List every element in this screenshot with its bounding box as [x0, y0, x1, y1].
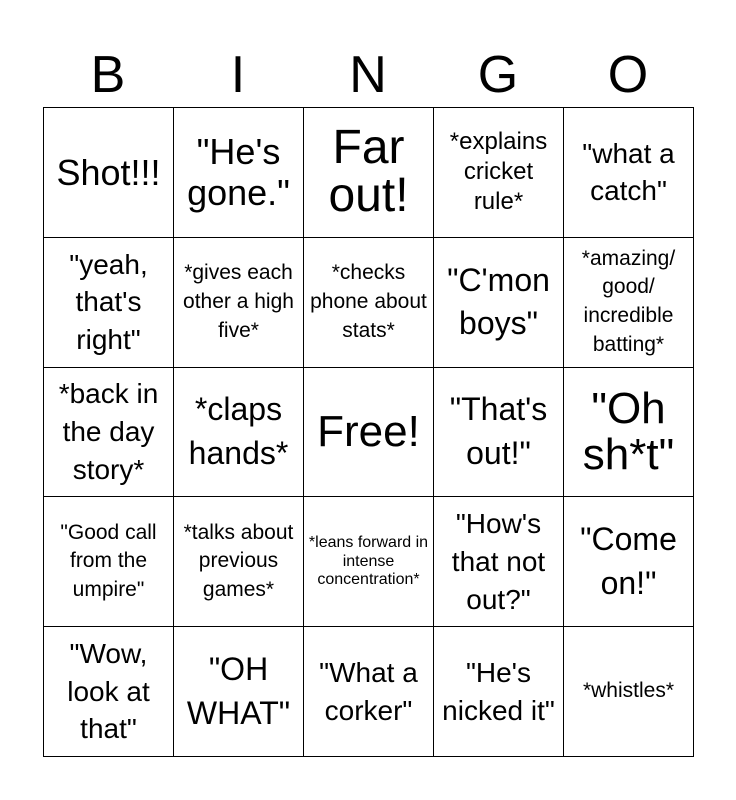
bingo-cell[interactable] [564, 627, 694, 757]
bingo-cell[interactable] [434, 238, 564, 368]
bingo-cell[interactable] [564, 368, 694, 498]
cell-text: Free! [317, 406, 420, 456]
cell-text: *leans forward in intense concentration* [308, 534, 429, 588]
bingo-cell[interactable] [174, 238, 304, 368]
header-letter-g: G [477, 46, 519, 104]
bingo-cell[interactable] [44, 108, 174, 238]
bingo-cell[interactable] [44, 627, 174, 757]
bingo-cell[interactable] [174, 497, 304, 627]
bingo-cell[interactable] [434, 368, 564, 498]
cell-text: "Come on!" [580, 521, 677, 601]
cell-text: *whistles* [582, 679, 675, 703]
cell-text: "Good call from the umpire" [60, 520, 157, 602]
cell-text: "How's that not out?" [451, 508, 546, 615]
cell-text: "What a corker" [319, 656, 418, 726]
bingo-cell[interactable] [304, 108, 434, 238]
cell-text: "He's nicked it" [442, 656, 555, 726]
cell-text: "He's gone." [187, 131, 290, 214]
bingo-cell[interactable] [44, 238, 174, 368]
cell-text: *back in the day story* [58, 378, 159, 485]
cell-text: *gives each other a high five* [183, 261, 294, 342]
cell-text: *explains cricket rule* [449, 128, 548, 216]
header-letter-i: I [230, 46, 246, 104]
header-letter-n: N [349, 46, 387, 104]
cell-text: *checks phone about stats* [310, 261, 427, 342]
bingo-cell[interactable] [174, 627, 304, 757]
bingo-cell[interactable] [434, 627, 564, 757]
free-space-cell[interactable] [304, 368, 434, 498]
cell-text: "yeah, that's right" [69, 248, 148, 356]
cell-text: "OH WHAT" [186, 651, 291, 731]
bingo-cell[interactable] [44, 368, 174, 498]
cell-text: "what a catch" [582, 137, 675, 207]
bingo-cell[interactable] [174, 108, 304, 238]
bingo-cell[interactable] [434, 497, 564, 627]
header-letter-b: B [90, 46, 126, 104]
bingo-cell[interactable] [304, 497, 434, 627]
cell-text: Far out! [328, 121, 409, 223]
bingo-cell[interactable] [304, 238, 434, 368]
cell-text: Shot!!! [56, 151, 161, 193]
bingo-cell[interactable] [174, 368, 304, 498]
bingo-cell[interactable] [434, 108, 564, 238]
bingo-cell[interactable] [564, 238, 694, 368]
cell-text: "Oh sh*t" [582, 383, 675, 479]
cell-text: *claps hands* [188, 391, 289, 471]
bingo-cell[interactable] [564, 497, 694, 627]
header-letter-o: O [607, 46, 649, 104]
bingo-cell[interactable] [564, 108, 694, 238]
cell-text: "Wow, look at that" [67, 637, 150, 745]
bingo-cell[interactable] [44, 497, 174, 627]
cell-text: "That's out!" [449, 391, 548, 471]
bingo-cell[interactable] [304, 627, 434, 757]
cell-text: *amazing/ good/ incredible batting* [581, 246, 676, 356]
bingo-header [43, 44, 693, 106]
cell-text: "C'mon boys" [447, 261, 550, 342]
cell-text: *talks about previous games* [183, 520, 294, 602]
bingo-board [43, 107, 694, 757]
